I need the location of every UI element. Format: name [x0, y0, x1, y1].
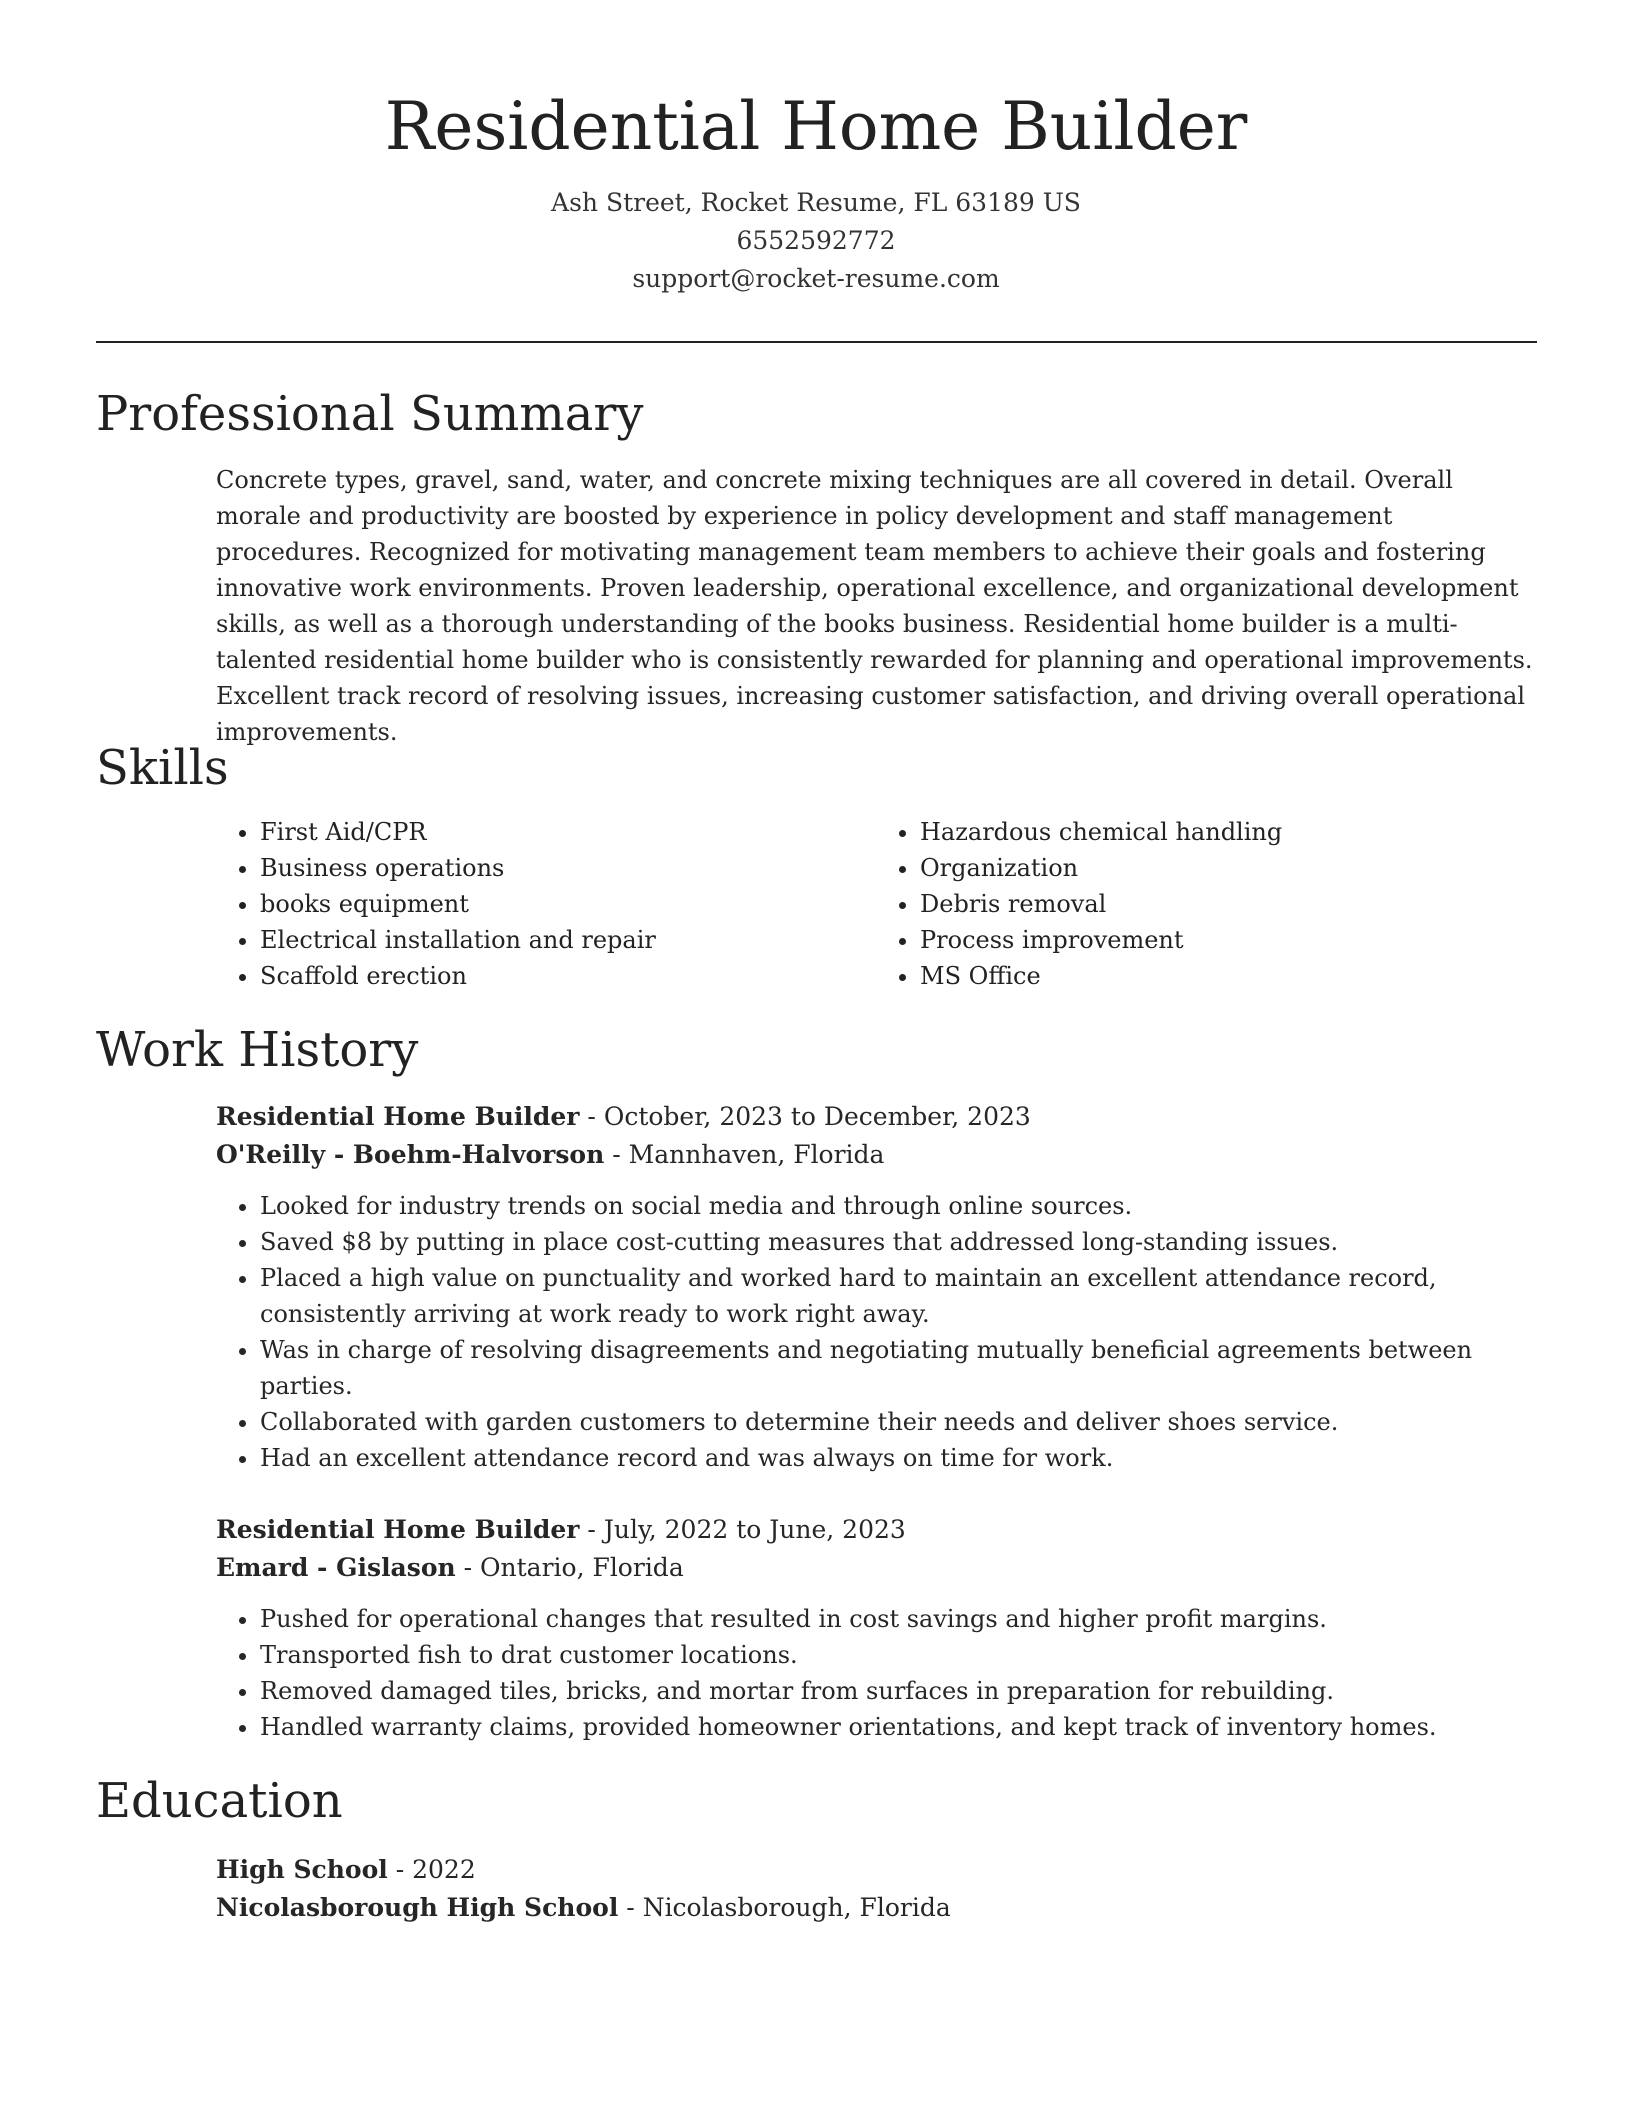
separator: -: [579, 1102, 604, 1131]
job-location: Ontario, Florida: [480, 1553, 684, 1582]
duty-item: • Removed damaged tiles, bricks, and mortar from surfaces in preparation for rebuilding.: [260, 1673, 1536, 1709]
summary-body: [216, 462, 1536, 750]
skills-list: [216, 814, 1536, 994]
skill-item: • Scaffold erection: [260, 958, 876, 994]
duty-item: • Had an excellent attendance record and was always on time for work.: [260, 1440, 1536, 1476]
degree: High School: [216, 1855, 388, 1884]
duty-item: • Transported fish to drat customer locations.: [260, 1637, 1536, 1673]
skill-item: • Hazardous chemical handling: [920, 814, 1536, 850]
skill-item: • First Aid/CPR: [260, 814, 876, 850]
skill-item: • MS Office: [920, 958, 1536, 994]
job-company: Emard - Gislason: [216, 1553, 456, 1582]
school-name: Nicolasborough High School: [216, 1893, 619, 1922]
job-dates: October, 2023 to December, 2023: [603, 1102, 1031, 1131]
job-entry: [216, 1511, 1536, 1745]
job-company: O'Reilly - Boehm-Halvorson: [216, 1140, 605, 1169]
phone: 6552592772: [736, 226, 896, 255]
summary-heading: Professional Summary: [96, 386, 644, 442]
summary-text: Concrete types, gravel, sand, water, and concrete mixing techniques are all covered in detail. Overall morale and productivity are boosted by experience in policy development and staff management procedures. Recognized for motivating management team members to achieve their goals and fostering innovative work environments. Proven leadership, operational excellence, and organizational development skills, as well as a thorough understanding of the books business. Residential home builder is a multi-talented residential home builder who is consistently rewarded for planning and operational improvements. Excellent track record of resolving issues, increasing customer satisfaction, and driving overall operational improvements.: [216, 466, 1533, 746]
duty-item: • Collaborated with garden customers to determine their needs and deliver shoes service.: [260, 1404, 1536, 1440]
separator: -: [618, 1893, 643, 1922]
duty-item: • Was in charge of resolving disagreements and negotiating mutually beneficial agreements between parties.: [260, 1332, 1536, 1404]
job-company-line: [216, 1136, 1536, 1174]
education-heading: Education: [96, 1773, 343, 1829]
duty-item: • Looked for industry trends on social media and through online sources.: [260, 1188, 1536, 1224]
header-divider: [96, 341, 1537, 343]
skill-item: • books equipment: [260, 886, 876, 922]
job-location: Mannhaven, Florida: [628, 1140, 885, 1169]
job-company-line: [216, 1549, 1536, 1587]
job-title-line: [216, 1511, 1536, 1549]
skill-item: • Debris removal: [920, 886, 1536, 922]
job-dates: July, 2022 to June, 2023: [603, 1515, 906, 1544]
job-role: Residential Home Builder: [216, 1515, 580, 1544]
school-line: [216, 1889, 1536, 1927]
job-duties: [216, 1601, 1536, 1745]
email: support@rocket-resume.com: [632, 264, 1000, 293]
skills-heading: Skills: [96, 740, 229, 796]
duty-item: • Placed a high value on punctuality and worked hard to maintain an excellent attendance record, consistently arriving at work ready to work right away.: [260, 1260, 1536, 1332]
candidate-name: Residential Home Builder: [384, 88, 1248, 165]
job-entry: [216, 1098, 1536, 1476]
skill-item: • Process improvement: [920, 922, 1536, 958]
address: Ash Street, Rocket Resume, FL 63189 US: [551, 188, 1081, 217]
school-location: Nicolasborough, Florida: [642, 1893, 951, 1922]
job-title-line: [216, 1098, 1536, 1136]
duty-item: • Pushed for operational changes that resulted in cost savings and higher profit margins.: [260, 1601, 1536, 1637]
separator: -: [604, 1140, 629, 1169]
resume-header: [0, 0, 1632, 298]
graduation-year: 2022: [412, 1855, 476, 1884]
separator: -: [455, 1553, 481, 1582]
job-duties: [216, 1188, 1536, 1476]
separator: -: [387, 1855, 413, 1884]
duty-item: • Handled warranty claims, provided homeowner orientations, and kept track of inventory homes.: [260, 1709, 1536, 1745]
duty-item: • Saved $8 by putting in place cost-cutting measures that addressed long-standing issues.: [260, 1224, 1536, 1260]
work-history-heading: Work History: [96, 1022, 419, 1078]
contact-info: [0, 184, 1632, 298]
skill-item: • Business operations: [260, 850, 876, 886]
degree-line: [216, 1851, 1536, 1889]
skills-column-left: [216, 814, 876, 994]
skill-item: • Electrical installation and repair: [260, 922, 876, 958]
education-entry: [216, 1851, 1536, 1927]
job-role: Residential Home Builder: [216, 1102, 580, 1131]
skills-column-right: [876, 814, 1536, 994]
skill-item: • Organization: [920, 850, 1536, 886]
separator: -: [579, 1515, 604, 1544]
